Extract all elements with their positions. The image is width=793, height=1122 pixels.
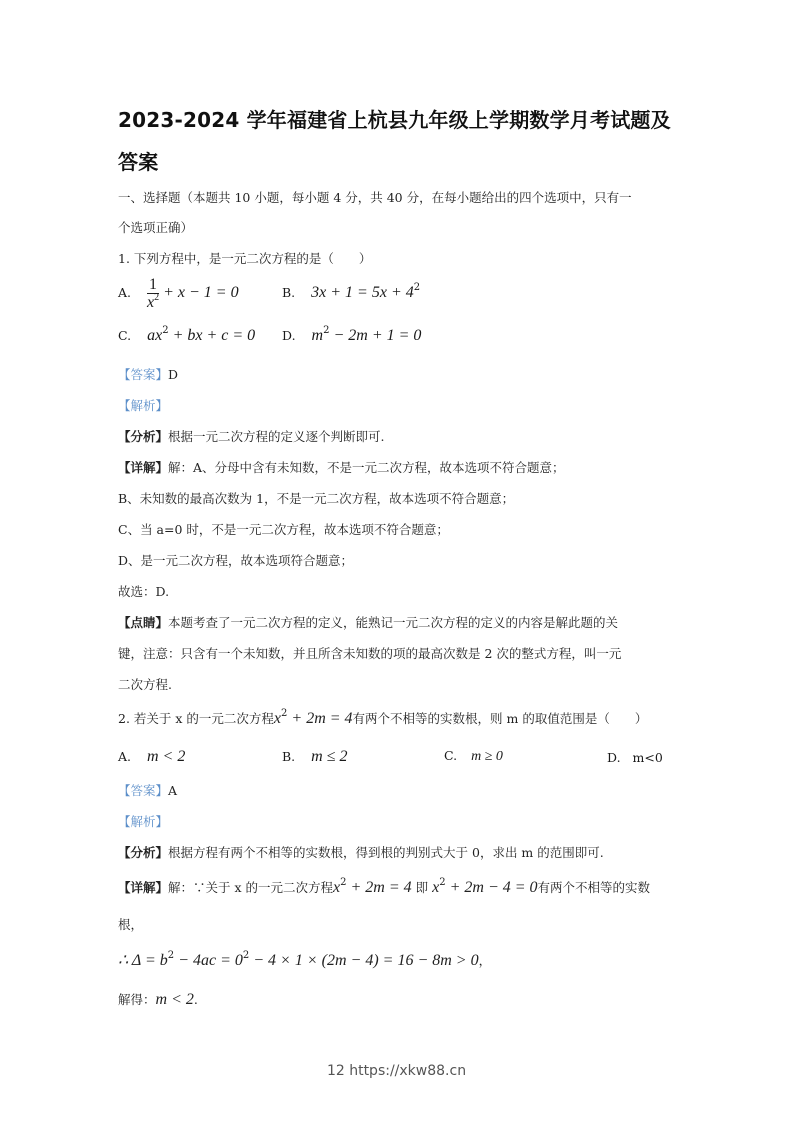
option-math-rest: − 2m + 1 = 0 [329, 327, 422, 344]
fraction-numerator: 1 [147, 276, 159, 294]
fenxi-tag: 【分析】 [118, 429, 169, 444]
xiangjie-math1-rest: + 2m = 4 [346, 879, 412, 896]
dianjing-tag: 【点睛】 [118, 615, 169, 630]
option-math: ax [147, 327, 163, 344]
xiangjie-tag: 【详解】 [118, 460, 169, 475]
delta-end: ， [478, 953, 492, 968]
analysis-tag: 【解析】 [118, 814, 169, 829]
option-math: m ≤ 2 [311, 748, 348, 765]
fraction-denominator [147, 294, 159, 311]
option-math: 3x + 1 = 5x + 4 [311, 284, 414, 301]
fenxi-text: 根据一元二次方程的定义逐个判断即可. [168, 429, 385, 444]
option-math: + x − 1 = 0 [163, 284, 239, 301]
den-sup: 2 [154, 292, 160, 303]
q2-option-c [444, 748, 503, 765]
option-math: m [311, 327, 324, 344]
xiangjie-math2-rest: + 2m − 4 = 0 [445, 879, 538, 896]
den-var: x [147, 294, 155, 311]
xiangjie-text: 解：A、分母中含有未知数，不是一元二次方程，故本选项不符合题意； [168, 460, 565, 475]
q1-line-b: B、未知数的最高次数为 1，不是一元二次方程，故本选项不符合题意； [118, 491, 515, 506]
delta-math-b: − 4ac = 0 [174, 952, 243, 969]
q2-analysis-tag [118, 812, 168, 830]
section-heading-line1: 一、选择题（本题共 10 小题，每小题 4 分，共 40 分，在每小题给出的四个选项中，只有一 [118, 190, 632, 205]
q1-analysis-tag [118, 396, 168, 414]
answer-value: A [168, 783, 178, 798]
q1-line-d: D、是一元二次方程，故本选项符合题意； [118, 553, 354, 568]
q1-xiangjie [118, 458, 565, 476]
q2-xiangjie [118, 878, 650, 897]
q2-delta [118, 950, 491, 970]
xiangjie-ji: 即 [411, 880, 433, 895]
q2-xiangjie-line2: 根， [118, 917, 144, 932]
q1-dianjing [118, 613, 618, 631]
option-label: C. [118, 328, 132, 343]
delta-math-a: ∴ Δ = b [118, 952, 168, 969]
option-label: B. [282, 285, 296, 300]
xiangjie-text-b: 有两个不相等的实数 [537, 880, 651, 895]
xiangjie-math1: x [333, 879, 341, 896]
q2-stem-math-rest: + 2m = 4 [287, 710, 353, 727]
document-title-line1: 2023-2024 学年福建省上杭县九年级上学期数学月考试题及 [118, 108, 671, 132]
document-title-line2: 答案 [118, 150, 159, 174]
q1-line-c: C、当 a=0 时，不是一元二次方程，故本选项不符合题意； [118, 522, 449, 537]
solve-math: m < 2 [155, 991, 194, 1008]
q2-stem-math: x [273, 710, 282, 727]
q2-stem-text-a: 2. 若关于 x 的一元二次方程 [118, 711, 274, 726]
option-label: A. [118, 285, 132, 300]
option-text: m<0 [632, 750, 663, 765]
section-heading-line2: 个选项正确） [118, 220, 194, 235]
q2-answer [118, 781, 177, 799]
q2-fenxi [118, 843, 604, 861]
solve-end: . [193, 992, 198, 1007]
page-footer: 12 https://xkw88.cn [326, 1063, 467, 1079]
option-sup: 2 [162, 325, 169, 336]
q1-conclusion: 故选：D. [118, 584, 170, 599]
delta-math-c: − 4 × 1 × (2m − 4) = 16 − 8m > 0 [249, 952, 479, 969]
solve-label: 解得： [118, 992, 156, 1007]
q2-stem-sup: 2 [281, 708, 288, 719]
q1-dianjing-line3: 二次方程. [118, 677, 172, 692]
q2-option-d [607, 750, 663, 765]
option-label: D. [607, 750, 621, 765]
xiangjie-tag: 【详解】 [118, 880, 169, 895]
option-label: B. [282, 749, 296, 764]
xiangjie-math1-sup: 2 [340, 877, 347, 888]
xiangjie-text-a: 解：∵关于 x 的一元二次方程 [168, 880, 334, 895]
fenxi-tag: 【分析】 [118, 845, 169, 860]
q2-solve [118, 990, 198, 1009]
option-sup: 2 [413, 282, 421, 293]
answer-value: D [168, 367, 179, 382]
q2-option-b [282, 748, 348, 766]
option-label: A. [118, 749, 132, 764]
delta-sup-2: 2 [242, 950, 250, 961]
q1-option-c [118, 327, 255, 345]
fraction [147, 276, 159, 311]
q1-dianjing-line2: 键，注意：只含有一个未知数，并且所含未知数的项的最高次数是 2 次的整式方程，叫一元 [118, 646, 622, 661]
xiangjie-math2: x [432, 879, 440, 896]
q1-option-a [118, 276, 239, 311]
option-math: m ≥ 0 [471, 749, 503, 764]
analysis-tag: 【解析】 [118, 398, 169, 413]
option-label: C. [444, 748, 458, 763]
q1-fenxi [118, 427, 385, 445]
fenxi-text: 根据方程有两个不相等的实数根，得到根的判别式大于 0，求出 m 的范围即可. [168, 845, 604, 860]
answer-tag: 【答案】 [118, 367, 169, 382]
xiangjie-math2-sup: 2 [439, 877, 446, 888]
q1-stem: 1. 下列方程中，是一元二次方程的是（ ） [118, 251, 372, 266]
q2-option-a [118, 748, 185, 766]
delta-sup-1: 2 [167, 950, 175, 961]
option-label: D. [282, 328, 296, 343]
option-sup: 2 [323, 325, 330, 336]
q2-stem [118, 709, 647, 728]
q1-answer [118, 365, 178, 383]
q1-option-b [282, 284, 420, 302]
dianjing-text: 本题考查了一元二次方程的定义，能熟记一元二次方程的定义的内容是解此题的关 [168, 615, 619, 630]
q2-stem-text-b: 有两个不相等的实数根，则 m 的取值范围是（ ） [352, 711, 648, 726]
q1-option-d [282, 327, 421, 345]
option-math: m < 2 [147, 748, 186, 765]
answer-tag: 【答案】 [118, 783, 169, 798]
option-math-rest: + bx + c = 0 [168, 327, 256, 344]
